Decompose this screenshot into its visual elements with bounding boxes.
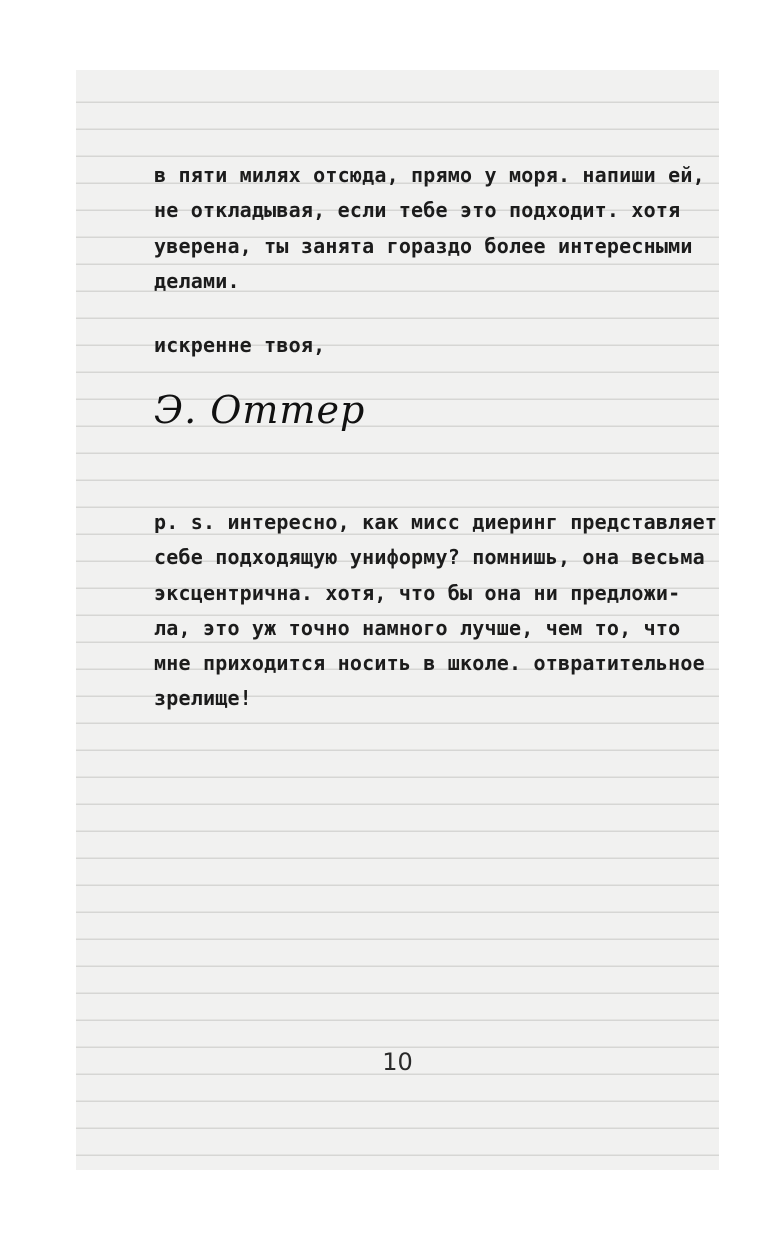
- paragraph-line: делами.: [154, 268, 240, 293]
- letter-paragraph: [154, 158, 705, 299]
- postscript: [154, 505, 718, 717]
- postscript-line: себе подходящую униформу? помнишь, она весьма: [154, 545, 705, 570]
- paragraph-line: в пяти милях отсюда, прямо у моря. напиши ей,: [154, 163, 705, 187]
- paragraph-line: уверена, ты занята гораздо более интересными: [154, 233, 693, 258]
- postscript-line: эксцентрична. хотя, что бы она ни предложи-: [154, 580, 681, 605]
- postscript-line: зрелище!: [154, 686, 252, 711]
- letter-closing: искренне твоя,: [154, 333, 326, 357]
- signature: Э. Оттер: [154, 388, 366, 432]
- postscript-line: мне приходится носить в школе. отвратительное: [154, 651, 705, 676]
- postscript-line: p. s. интересно, как мисс диеринг представляет: [154, 510, 718, 534]
- postscript-line: ла, это уж точно намного лучше, чем то, что: [154, 615, 681, 640]
- page-number: 10: [382, 1048, 413, 1076]
- notebook-page: [76, 70, 719, 1170]
- paragraph-line: не откладывая, если тебе это подходит. хотя: [154, 198, 681, 223]
